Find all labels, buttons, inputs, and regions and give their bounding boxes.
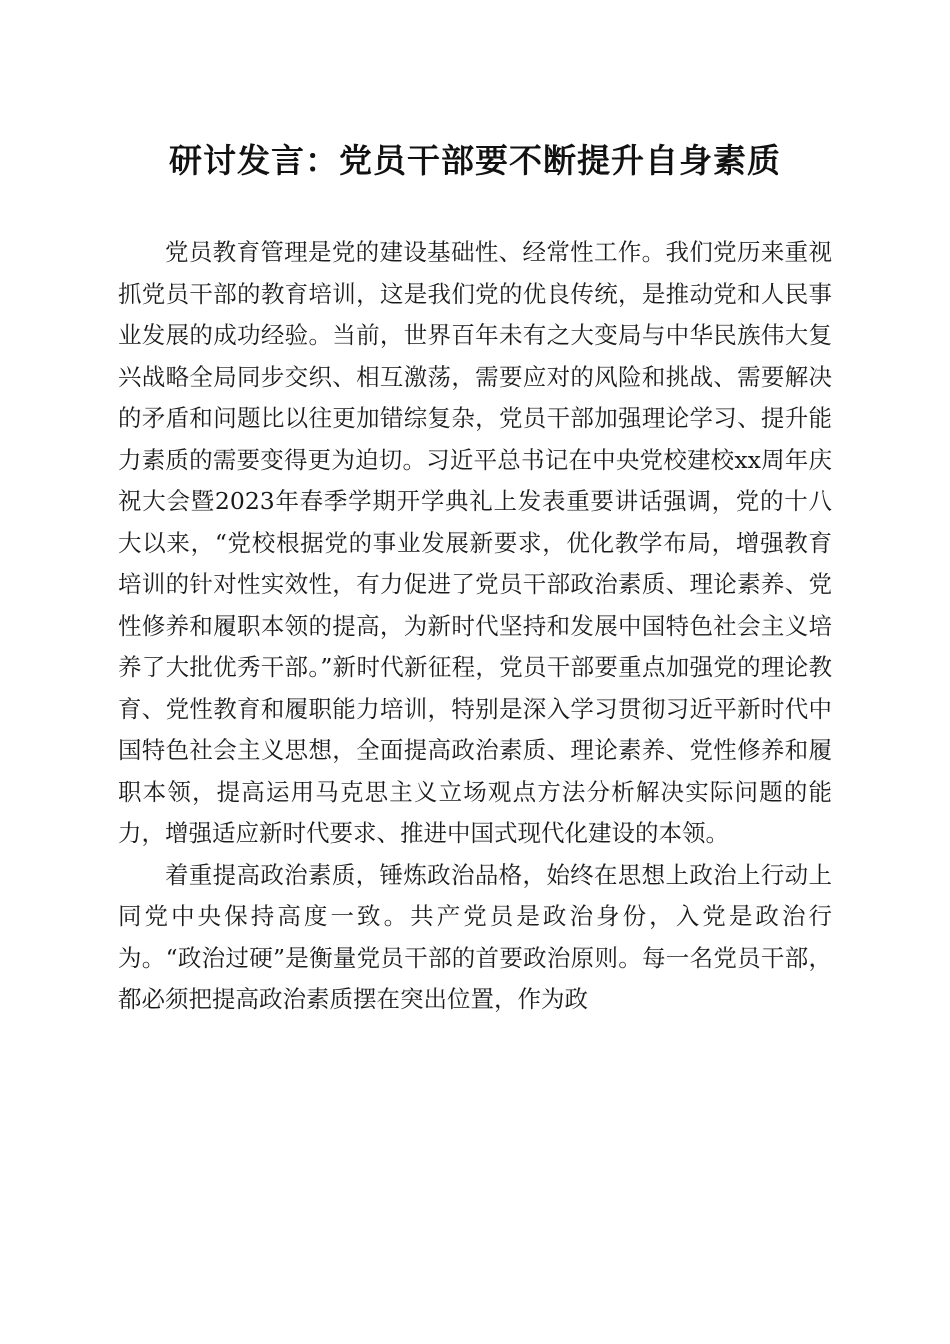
paragraph-2: 着重提高政治素质，锤炼政治品格，始终在思想上政治上行动上同党中央保持高度一致。共产党员是政治身份，入党是政治行为。“政治过硬”是衡量党员干部的首要政治原则。每一名党员干部，都必须把提高政治素质摆在突出位置，作为政 <box>118 860 832 1013</box>
document-body <box>118 232 832 1021</box>
document-title: 研讨发言：党员干部要不断提升自身素质 <box>169 141 781 180</box>
paragraph-1: 党员教育管理是党的建设基础性、经常性工作。我们党历来重视抓党员干部的教育培训，这是我们党的优良传统，是推动党和人民事业发展的成功经验。当前，世界百年未有之大变局与中华民族伟大复兴战略全局同步交织、相互激荡，需要应对的风险和挑战、需要解决的矛盾和问题比以往更加错综复杂，党员干部加强理论学习、提升能力素质的需要变得更为迫切。习近平总书记在中央党校建校xx周年庆祝大会暨2023年春季学期开学典礼上发表重要讲话强调，党的十八大以来，“党校根据党的事业发展新要求，优化教学布局，增强教育培训的针对性实效性，有力促进了党员干部政治素质、理论素养、党性修养和履职本领的提高，为新时代坚持和发展中国特色社会主义培养了大批优秀干部。”新时代新征程，党员干部要重点加强党的理论教育、党性教育和履职能力培训，特别是深入学习贯彻习近平新时代中国特色社会主义思想，全面提高政治素质、理论素养、党性修养和履职本领，提高运用马克思主义立场观点方法分析解决实际问题的能力，增强适应新时代要求、推进中国式现代化建设的本领。 <box>118 238 832 847</box>
